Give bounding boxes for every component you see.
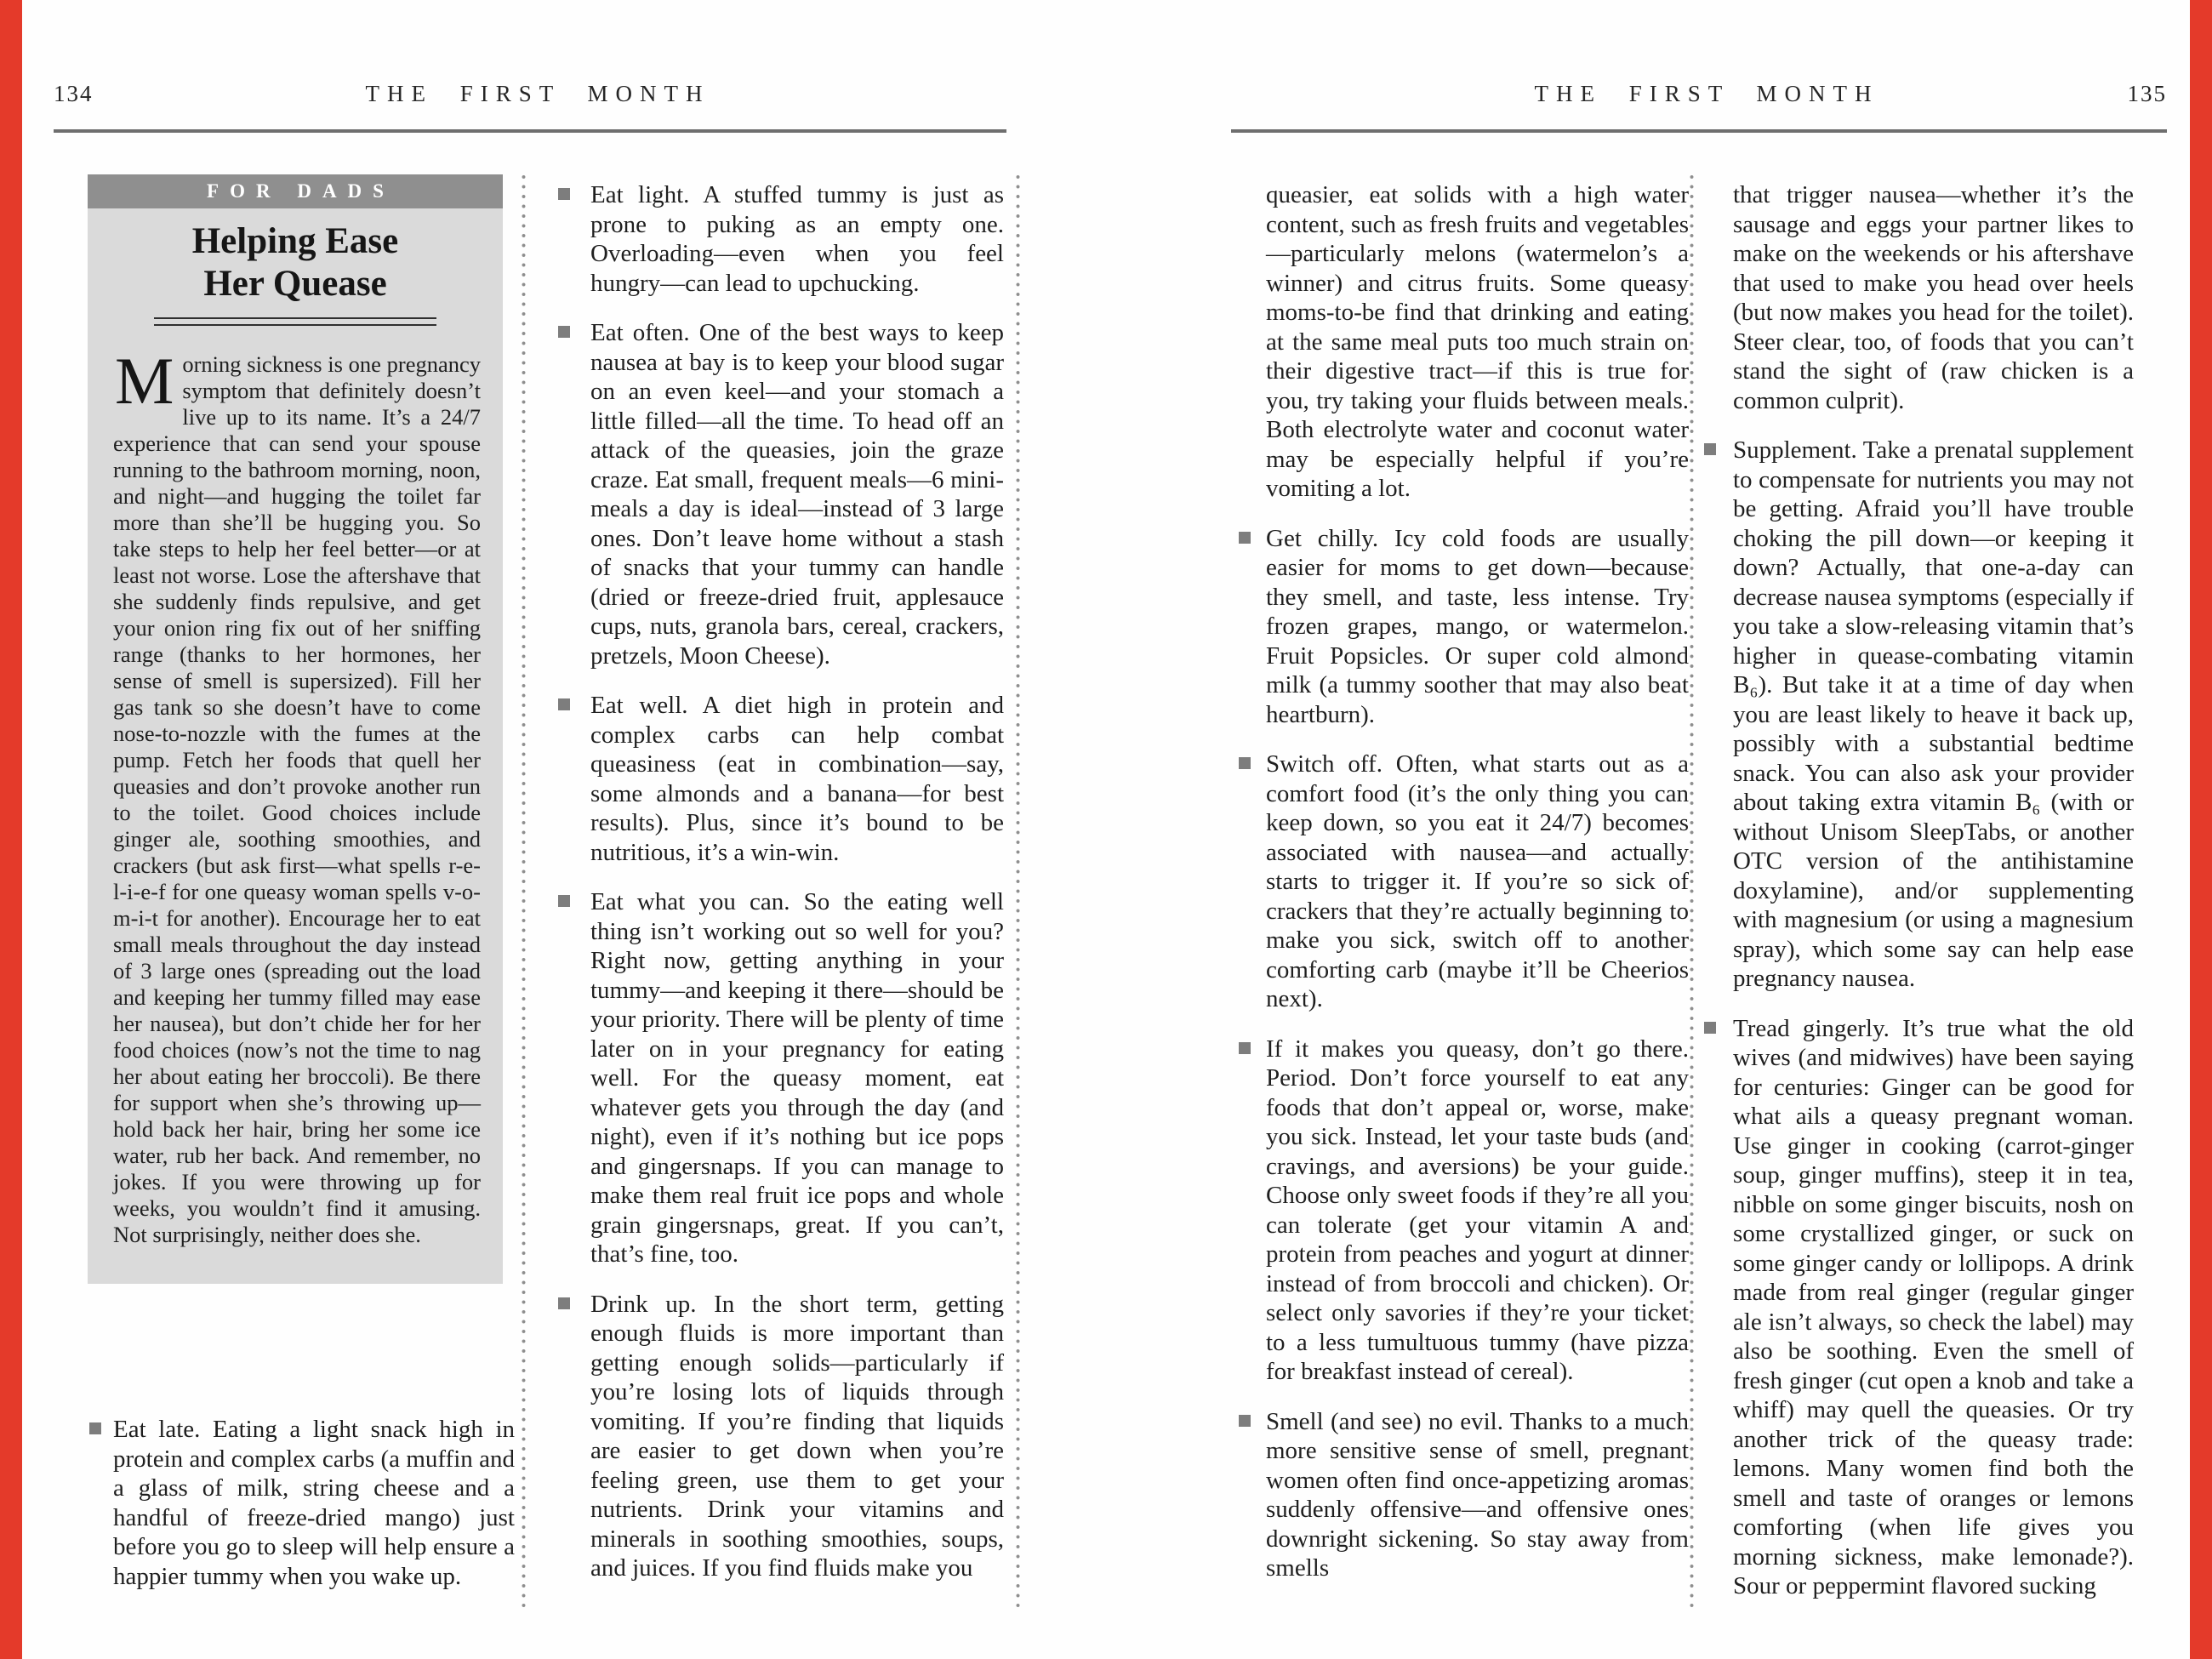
dropcap-letter: M xyxy=(115,344,174,418)
bullet-square-icon xyxy=(1239,532,1251,544)
bullet-square-icon xyxy=(558,698,570,710)
sidebar-body-paragraph xyxy=(113,344,481,1248)
center-gutter-divider-dots xyxy=(1016,174,1020,1612)
bullet-square-icon xyxy=(558,895,570,907)
right-running-head: THE FIRST MONTH xyxy=(1534,81,1879,106)
left-page-edge-red-bar xyxy=(0,0,22,1659)
for-dads-sidebar-box xyxy=(88,174,503,1284)
bullet-square-icon xyxy=(558,326,570,338)
right-column-2 xyxy=(1733,180,2134,1622)
bullet-text: Switch off. Often, what starts out as a comfort food (it’s the only thing you can keep down, so you eat it 24/7) becomes associated with nausea—and actually starts to trigger it. If you’re so sick of crackers that they’re actually beginning to make you sick, switch off to another comforting carb (maybe it’ll be Cheerios next). xyxy=(1266,750,1689,1012)
bullet-item-drink-up xyxy=(590,1290,1004,1583)
left-column-1-bullets xyxy=(113,1415,515,1611)
bullet-square-icon xyxy=(1704,443,1716,455)
bullet-text: Eat often. One of the best ways to keep nausea at bay is to keep your blood sugar on an even keel—and your stomach a little filled—all the time. To head off an attack of the queasies, join the graze craze. Eat small, frequent meals—6 mini-meals a day is ideal—instead of 3 large ones. Don’t leave home without a stash of snacks that your tummy can handle (dried or freeze-dried fruit, applesauce cups, nuts, granola bars, cereal, crackers, pretzels, Moon Cheese). xyxy=(590,319,1004,670)
bullet-square-icon xyxy=(1704,1022,1716,1034)
bullet-text: Eat well. A diet high in protein and complex carbs can help combat queasiness (eat in combination—say, some almonds and a banana—for best results). Plus, since it’s bound to be nutritious, it’s a win-win. xyxy=(590,692,1004,866)
continuation-paragraph: that trigger nausea—whether it’s the sausage and eggs your partner likes to make on the weekends or his aftershave that used to make you head over heels (but now makes you head for the toilet). Steer clear, too, of foods that you can’t stand the sight of (raw chicken is a common culprit). xyxy=(1733,181,2134,414)
bullet-item-smell-no-evil xyxy=(1266,1407,1689,1583)
for-dads-kicker: FOR DADS xyxy=(88,174,503,208)
bullet-square-icon xyxy=(558,1297,570,1309)
left-column-2 xyxy=(590,180,1004,1604)
sidebar-title xyxy=(88,220,503,305)
bullet-item-eat-late xyxy=(113,1415,515,1591)
title-double-rule xyxy=(154,317,436,326)
bullet-item-supplement xyxy=(1733,436,2134,994)
bullet-text: Get chilly. Icy cold foods are usually easier for moms to get down—because they smell, and taste, less intense. Try frozen grapes, mango, or watermelon. Fruit Popsicles. Or super cold almond milk (a tummy soother that may also beat heartburn). xyxy=(1266,524,1689,728)
bullet-item-switch-off xyxy=(1266,750,1689,1014)
continuation-paragraph: queasier, eat solids with a high water content, such as fresh fruits and vegetables—particularly melons (watermelon’s a winner) and citrus fruits. Some queasy moms-to-be find that drinking and eating at the same meal puts too much strain on their digestive tract—if this is true for you, try taking your fluids between meals. Both electrolyte water and coconut water may be especially helpful if you’re vomiting a lot. xyxy=(1266,181,1689,502)
bullet-square-icon xyxy=(89,1422,101,1434)
bullet-square-icon xyxy=(1239,1042,1251,1054)
right-page-edge-red-bar xyxy=(2190,0,2212,1659)
bullet-text: Smell (and see) no evil. Thanks to a much more sensitive sense of smell, pregnant women often find once-appetizing aromas suddenly offensive—and offensive ones downright sickening. So stay away from smells xyxy=(1266,1407,1689,1582)
bullet-item-if-it-makes-you-queasy xyxy=(1266,1035,1689,1387)
bullet-square-icon xyxy=(558,188,570,200)
left-page-column-divider-dots xyxy=(522,174,526,1612)
left-header-rule xyxy=(54,129,1006,133)
bullet-item-tread-gingerly xyxy=(1733,1014,2134,1601)
bullet-item-get-chilly xyxy=(1266,524,1689,730)
bullet-text: Eat what you can. So the eating well thing isn’t working out so well for you? Right now, getting anything in your tummy—and keeping it there—should be your priority. There will be plenty of time later on in your pregnancy for eating well. For the queasy moment, eat whatever gets you through the day (and night), even if it’s nothing but ice pops and gingersnaps. If you can manage to make them real fruit ice pops and whole grain gingersnaps, great. If you can’t, that’s fine, too. xyxy=(590,888,1004,1268)
left-page-number: 134 xyxy=(54,81,94,106)
bullet-item-eat-well xyxy=(590,691,1004,867)
right-page-column-divider-dots xyxy=(1690,174,1694,1612)
bullet-text: Eat late. Eating a light snack high in protein and complex carbs (a muffin and a glass of milk, string cheese and a handful of freeze-dried mango) just before you go to sleep will help ensure a happier tummy when you wake up. xyxy=(113,1416,515,1590)
bullet-square-icon xyxy=(1239,1415,1251,1427)
bullet-text: Supplement. Take a prenatal supplement to compensate for nutrients you may not be getting. Afraid you’ll have trouble choking the pill down—or keeping it down? Actually, that one-a-day can decrease nausea symptoms (especially if you take a slow-releasing vitamin that’s higher in quease-combating vitamin B₆). But take it at a time of day when you are least likely to heave it back up, possibly with a substantial bedtime snack. You can also ask your provider about taking extra vitamin B₆ (with or without Unisom SleepTabs, or another OTC version of the antihistamine doxylamine), and/or supplementing with magnesium (or using a magnesium spray), which some say can help ease pregnancy nausea. xyxy=(1733,436,2134,992)
bullet-text: If it makes you queasy, don’t go there. Period. Don’t force yourself to eat any foods that don’t appeal or, worse, make you sick. Instead, let your taste buds (and cravings, and aversions) be your guide. Choose only sweet foods if they’re all you can tolerate (get your vitamin A and protein from peaches and yogurt at dinner instead of from broccoli and chicken). Or select only savories if they’re your ticket to a less tumultuous tummy (have pizza for breakfast instead of cereal). xyxy=(1266,1035,1689,1385)
bullet-text: Drink up. In the short term, getting enough fluids is more important than getting enough solids—particularly if you’re losing lots of liquids through vomiting. If you’re finding that liquids are easier to get down when you’re feeling green, use them to get your nutrients. Drink your vitamins and minerals in soothing smoothies, soups, and juices. If you find fluids make you xyxy=(590,1290,1004,1582)
bullet-text: Eat light. A stuffed tummy is just as prone to puking as an empty one. Overloading—even when you feel hungry—can lead to upchucking. xyxy=(590,181,1004,297)
right-page-number: 135 xyxy=(2127,81,2167,106)
sidebar-title-line2: Her Quease xyxy=(203,264,387,304)
sidebar-title-line1: Helping Ease xyxy=(191,221,399,261)
bullet-item-eat-light xyxy=(590,180,1004,298)
right-header-rule xyxy=(1231,129,2167,133)
bullet-square-icon xyxy=(1239,757,1251,769)
right-column-1 xyxy=(1266,180,1689,1604)
left-running-head: THE FIRST MONTH xyxy=(365,81,710,106)
bullet-item-eat-what-you-can xyxy=(590,887,1004,1269)
bullet-text: Tread gingerly. It’s true what the old wives (and midwives) have been saying for centuries: Ginger can be good for what ails a queasy pregnant woman. Use ginger in cooking (carrot-ginger soup, ginger muffins), steep it in tea, nibble on some ginger biscuits, nosh on some crystallized ginger, or suck on some ginger candy or lollipops. A drink made from real ginger (regular ginger ale isn’t always, so check the label) may also be soothing. Even the smell of fresh ginger (cut open a knob and take a whiff) may quell the queasies. Or try another trick of the queasy trade: lemons. Many women find both the smell and taste of oranges or lemons comforting (when life gives you morning sickness, make lemonade?). Sour or peppermint flavored sucking xyxy=(1733,1014,2134,1599)
bullet-item-eat-often xyxy=(590,318,1004,670)
sidebar-body-text: orning sickness is one pregnancy symptom that definitely doesn’t live up to its name. It’s a 24/7 experience that can send your spouse running to the bathroom morning, noon, and night—and hugging the toilet far more than she’ll be hugging you. So take steps to help her feel better—or at least not worse. Lose the aftershave that she suddenly finds repulsive, and get your onion ring fix out of her sniffing range (thanks to her hormones, her sense of smell is supersized). Fill her gas tank so she doesn’t have to come nose-to-nozzle with the fumes at the pump. Fetch her foods that quell her queasies and don’t provoke another run to the toilet. Good choices include ginger ale, soothing smoothies, and crackers (but ask first—what spells r-e-l-i-e-f for one queasy woman spells v-o-m-i-t for another). Encourage her to eat small meals throughout the day instead of 3 large ones (spreading out the load and keeping her tummy filled may ease her nausea), but don’t chide her for her food choices (now’s not the time to nag her about eating her broccoli). Be there for support when she’s throwing up—hold back her hair, bring her some ice water, rub her back. And remember, no jokes. If you were throwing up for weeks, you wouldn’t find it amusing. Not surprisingly, neither does she. xyxy=(113,351,481,1247)
